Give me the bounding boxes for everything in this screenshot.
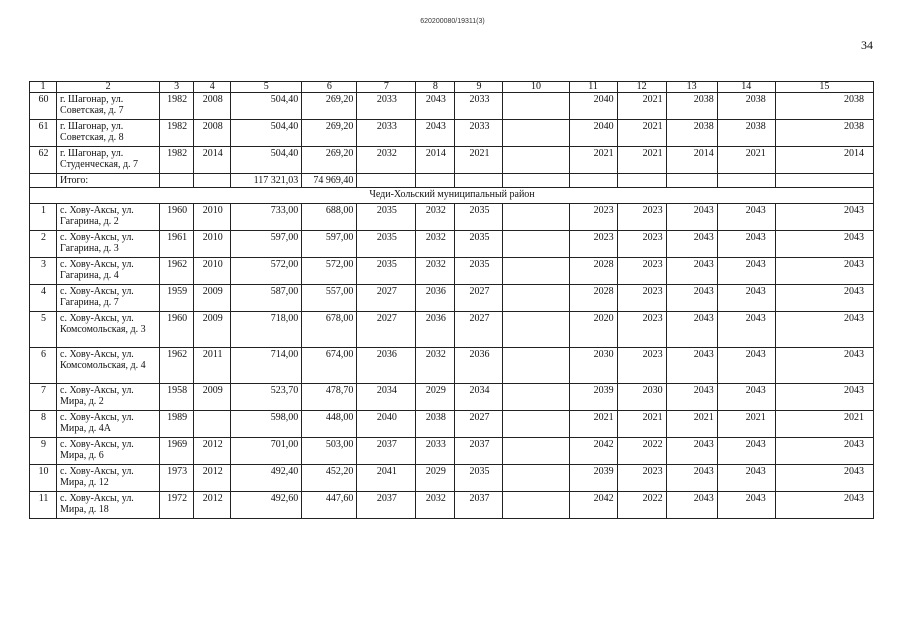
address-cell: г. Шагонар, ул. Советская, д. 8 [57,120,160,147]
value-cell: 678,00 [302,312,357,348]
address-cell: с. Хову-Аксы, ул. Мира, д. 18 [57,492,160,519]
value-cell: 2038 [717,93,775,120]
value-cell: 2008 [194,120,231,147]
value-cell: 2012 [194,438,231,465]
value-cell: 2009 [194,285,231,312]
value-cell: 2038 [775,93,873,120]
column-number-cell: 10 [503,82,569,93]
value-cell: 1982 [160,93,194,120]
value-cell: 2033 [455,93,503,120]
value-cell: 2029 [416,384,455,411]
value-cell: 2043 [775,285,873,312]
value-cell [503,147,569,174]
value-cell: 2043 [416,93,455,120]
value-cell: 1962 [160,258,194,285]
value-cell: 2043 [666,204,717,231]
value-cell: 2010 [194,204,231,231]
value-cell: 2043 [775,465,873,492]
value-cell: 597,00 [302,231,357,258]
empty-cell [30,174,57,188]
value-cell: 2029 [416,465,455,492]
value-cell: 2021 [666,411,717,438]
empty-cell [455,174,503,188]
table-row [30,438,874,465]
value-cell: 2043 [775,384,873,411]
value-cell: 2014 [775,147,873,174]
value-cell: 2010 [194,258,231,285]
value-cell: 2022 [617,438,666,465]
address-cell: с. Хову-Аксы, ул. Мира, д. 4А [57,411,160,438]
value-cell: 2021 [617,120,666,147]
value-cell: 2043 [666,492,717,519]
value-cell: 2041 [357,465,416,492]
column-number-cell: 1 [30,82,57,93]
value-cell: 2042 [569,492,617,519]
empty-cell [569,174,617,188]
value-cell: 2043 [666,312,717,348]
value-cell: 2043 [775,312,873,348]
value-cell: 523,70 [231,384,302,411]
address-cell: с. Хову-Аксы, ул. Комсомольская, д. 3 [57,312,160,348]
value-cell: 2021 [717,411,775,438]
empty-cell [617,174,666,188]
value-cell [503,93,569,120]
row-number-cell: 1 [30,204,57,231]
value-cell [503,285,569,312]
row-number-cell: 61 [30,120,57,147]
value-cell: 2033 [357,120,416,147]
value-cell: 492,40 [231,465,302,492]
value-cell [194,411,231,438]
value-cell: 598,00 [231,411,302,438]
value-cell: 2035 [357,231,416,258]
value-cell: 1962 [160,348,194,384]
value-cell: 2043 [416,120,455,147]
value-cell: 2037 [357,438,416,465]
row-number-cell: 9 [30,438,57,465]
value-cell [503,258,569,285]
value-cell: 2027 [455,411,503,438]
value-cell: 2033 [416,438,455,465]
value-cell: 2021 [569,411,617,438]
empty-cell [775,174,873,188]
value-cell: 2043 [666,465,717,492]
value-cell: 2035 [357,258,416,285]
value-cell: 2043 [775,438,873,465]
value-cell [503,438,569,465]
value-cell: 2043 [717,492,775,519]
address-cell: с. Хову-Аксы, ул. Комсомольская, д. 4 [57,348,160,384]
column-number-cell: 7 [357,82,416,93]
value-cell: 2021 [569,147,617,174]
value-cell: 447,60 [302,492,357,519]
row-number-cell: 2 [30,231,57,258]
value-cell: 2043 [775,258,873,285]
value-cell: 2037 [455,438,503,465]
value-cell: 2036 [357,348,416,384]
address-cell: с. Хову-Аксы, ул. Мира, д. 12 [57,465,160,492]
total-label: Итого: [57,174,160,188]
value-cell [503,348,569,384]
row-number-cell: 8 [30,411,57,438]
value-cell: 2028 [569,285,617,312]
value-cell: 2040 [569,93,617,120]
value-cell: 2023 [617,312,666,348]
value-cell: 688,00 [302,204,357,231]
value-cell: 2032 [416,231,455,258]
value-cell: 2032 [416,204,455,231]
value-cell: 2037 [357,492,416,519]
value-cell: 2023 [617,348,666,384]
value-cell [503,492,569,519]
value-cell: 2038 [775,120,873,147]
value-cell: 1973 [160,465,194,492]
address-cell: г. Шагонар, ул. Советская, д. 7 [57,93,160,120]
value-cell: 701,00 [231,438,302,465]
value-cell: 504,40 [231,93,302,120]
row-number-cell: 5 [30,312,57,348]
value-cell: 2008 [194,93,231,120]
value-cell: 2043 [717,384,775,411]
section-title: Чеди-Хольский муниципальный район [30,188,874,204]
value-cell: 2038 [416,411,455,438]
value-cell: 2043 [666,231,717,258]
empty-cell [194,174,231,188]
value-cell: 2032 [416,348,455,384]
value-cell: 2043 [717,285,775,312]
address-cell: с. Хову-Аксы, ул. Гагарина, д. 4 [57,258,160,285]
address-cell: с. Хову-Аксы, ул. Мира, д. 2 [57,384,160,411]
value-cell: 2014 [666,147,717,174]
value-cell: 269,20 [302,120,357,147]
value-cell: 2039 [569,465,617,492]
value-cell: 572,00 [302,258,357,285]
row-number-cell: 7 [30,384,57,411]
table-row [30,120,874,147]
value-cell: 2023 [617,465,666,492]
value-cell: 2043 [717,465,775,492]
value-cell: 557,00 [302,285,357,312]
value-cell: 2022 [617,492,666,519]
empty-cell [160,174,194,188]
value-cell: 2036 [416,312,455,348]
table-body [30,82,874,519]
value-cell: 2027 [455,312,503,348]
total-row [30,174,874,188]
value-cell: 1972 [160,492,194,519]
value-cell: 269,20 [302,93,357,120]
value-cell: 2009 [194,384,231,411]
empty-cell [666,174,717,188]
address-cell: с. Хову-Аксы, ул. Гагарина, д. 7 [57,285,160,312]
empty-cell [717,174,775,188]
value-cell: 2043 [717,312,775,348]
value-cell: 2021 [617,147,666,174]
value-cell: 2043 [666,438,717,465]
value-cell [503,312,569,348]
page-number: 34 [861,38,873,52]
value-cell: 2043 [666,384,717,411]
value-cell: 2043 [666,285,717,312]
value-cell: 2021 [717,147,775,174]
value-cell: 2043 [775,231,873,258]
total-area-cell: 117 321,03 [231,174,302,188]
value-cell: 2028 [569,258,617,285]
value-cell: 2043 [717,348,775,384]
address-cell: с. Хову-Аксы, ул. Мира, д. 6 [57,438,160,465]
value-cell: 2021 [617,93,666,120]
value-cell: 2023 [617,231,666,258]
value-cell: 2032 [416,492,455,519]
value-cell: 2030 [617,384,666,411]
row-number-cell: 3 [30,258,57,285]
row-number-cell: 6 [30,348,57,384]
value-cell: 2035 [455,231,503,258]
value-cell: 1960 [160,204,194,231]
column-number-cell: 4 [194,82,231,93]
value-cell: 448,00 [302,411,357,438]
table-row [30,465,874,492]
value-cell: 2023 [569,204,617,231]
value-cell [503,231,569,258]
column-number-cell: 14 [717,82,775,93]
value-cell: 504,40 [231,120,302,147]
value-cell [503,120,569,147]
value-cell: 269,20 [302,147,357,174]
row-number-cell: 10 [30,465,57,492]
table-row [30,492,874,519]
value-cell: 2033 [357,93,416,120]
table-row [30,93,874,120]
value-cell [503,465,569,492]
row-number-cell: 11 [30,492,57,519]
table-row [30,348,874,384]
column-number-cell: 2 [57,82,160,93]
value-cell: 2035 [455,258,503,285]
value-cell: 2014 [416,147,455,174]
value-cell [503,384,569,411]
value-cell: 504,40 [231,147,302,174]
empty-cell [416,174,455,188]
value-cell: 2039 [569,384,617,411]
value-cell: 674,00 [302,348,357,384]
value-cell: 2043 [717,258,775,285]
value-cell: 2043 [775,204,873,231]
value-cell: 2043 [666,348,717,384]
value-cell: 2021 [775,411,873,438]
column-number-cell: 6 [302,82,357,93]
value-cell: 2023 [617,258,666,285]
value-cell: 2035 [357,204,416,231]
value-cell: 2035 [455,204,503,231]
value-cell: 2036 [416,285,455,312]
value-cell: 1961 [160,231,194,258]
value-cell: 1989 [160,411,194,438]
value-cell: 1959 [160,285,194,312]
empty-cell [503,174,569,188]
value-cell: 478,70 [302,384,357,411]
value-cell: 2032 [416,258,455,285]
value-cell: 2043 [717,204,775,231]
value-cell: 2020 [569,312,617,348]
value-cell [503,411,569,438]
value-cell: 2035 [455,465,503,492]
value-cell: 2023 [617,204,666,231]
value-cell: 2038 [717,120,775,147]
column-number-cell: 11 [569,82,617,93]
value-cell: 2021 [455,147,503,174]
value-cell: 2027 [455,285,503,312]
value-cell: 2009 [194,312,231,348]
value-cell: 2037 [455,492,503,519]
value-cell [503,204,569,231]
value-cell: 2043 [717,438,775,465]
value-cell: 1969 [160,438,194,465]
column-number-row [30,82,874,93]
value-cell: 2038 [666,120,717,147]
column-number-cell: 3 [160,82,194,93]
table-row [30,147,874,174]
address-cell: с. Хову-Аксы, ул. Гагарина, д. 2 [57,204,160,231]
value-cell: 503,00 [302,438,357,465]
value-cell: 2012 [194,492,231,519]
row-number-cell: 60 [30,93,57,120]
document-id: 620200080/19311(3) [420,18,485,25]
value-cell: 2036 [455,348,503,384]
empty-cell [357,174,416,188]
table-row [30,384,874,411]
row-number-cell: 4 [30,285,57,312]
value-cell: 1958 [160,384,194,411]
column-number-cell: 5 [231,82,302,93]
value-cell: 714,00 [231,348,302,384]
value-cell: 2042 [569,438,617,465]
housing-schedule-table [29,81,874,519]
column-number-cell: 9 [455,82,503,93]
value-cell: 2023 [569,231,617,258]
value-cell: 2027 [357,285,416,312]
address-cell: с. Хову-Аксы, ул. Гагарина, д. 3 [57,231,160,258]
value-cell: 2034 [455,384,503,411]
value-cell: 2027 [357,312,416,348]
address-cell: г. Шагонар, ул. Студенческая, д. 7 [57,147,160,174]
value-cell: 587,00 [231,285,302,312]
table-row [30,258,874,285]
value-cell: 2023 [617,285,666,312]
value-cell: 2030 [569,348,617,384]
value-cell: 2040 [357,411,416,438]
value-cell: 452,20 [302,465,357,492]
value-cell: 2043 [775,492,873,519]
column-number-cell: 8 [416,82,455,93]
value-cell: 733,00 [231,204,302,231]
column-number-cell: 15 [775,82,873,93]
column-number-cell: 12 [617,82,666,93]
row-number-cell: 62 [30,147,57,174]
value-cell: 2011 [194,348,231,384]
value-cell: 2012 [194,465,231,492]
value-cell: 718,00 [231,312,302,348]
value-cell: 2043 [775,348,873,384]
value-cell: 572,00 [231,258,302,285]
value-cell: 492,60 [231,492,302,519]
value-cell: 2021 [617,411,666,438]
table-row [30,204,874,231]
value-cell: 1960 [160,312,194,348]
table-row [30,231,874,258]
table-row [30,312,874,348]
value-cell: 2010 [194,231,231,258]
value-cell: 2034 [357,384,416,411]
table-row [30,285,874,312]
section-row [30,188,874,204]
value-cell: 2032 [357,147,416,174]
value-cell: 2033 [455,120,503,147]
total-living-area-cell: 74 969,40 [302,174,357,188]
value-cell: 2040 [569,120,617,147]
value-cell: 2038 [666,93,717,120]
column-number-cell: 13 [666,82,717,93]
value-cell: 597,00 [231,231,302,258]
value-cell: 2014 [194,147,231,174]
value-cell: 1982 [160,147,194,174]
value-cell: 2043 [717,231,775,258]
table-row [30,411,874,438]
value-cell: 1982 [160,120,194,147]
value-cell: 2043 [666,258,717,285]
